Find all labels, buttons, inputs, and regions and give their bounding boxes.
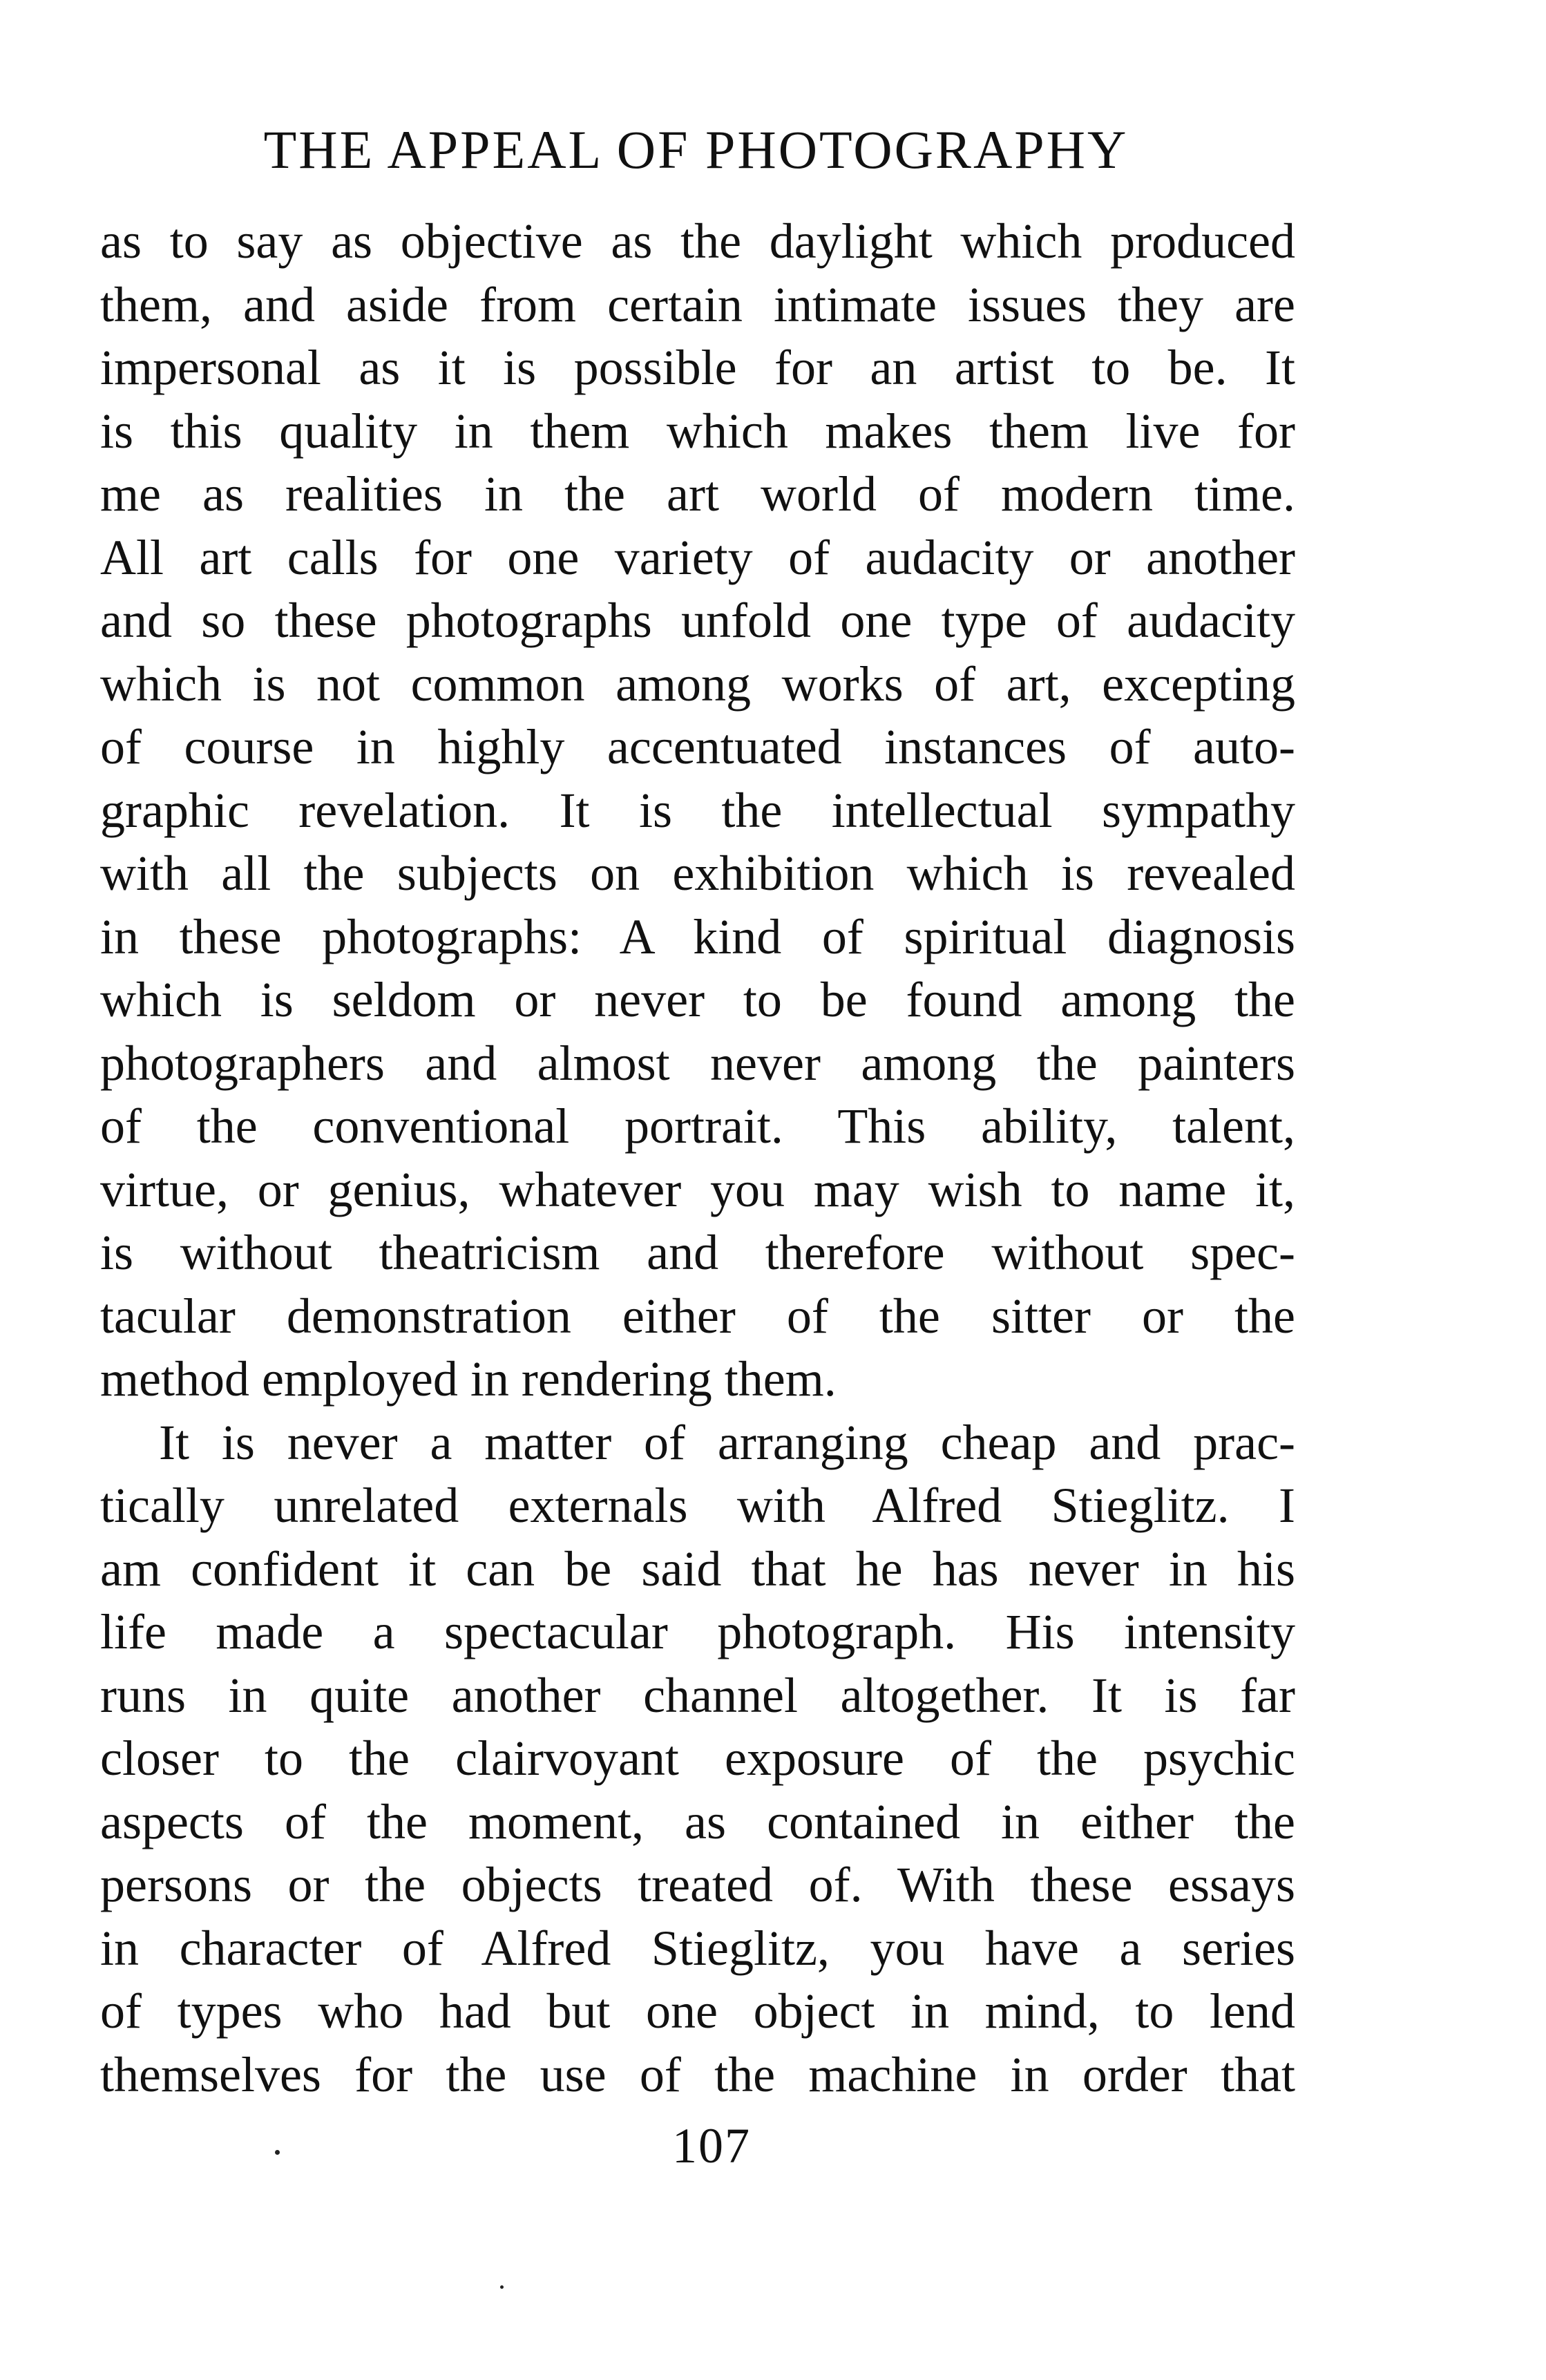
text-line: them, and aside from certain intimate issues they are — [100, 276, 1295, 332]
text-line: is without theatricism and therefore without spec- — [100, 1225, 1295, 1280]
text-line: All art calls for one variety of audacity or another — [100, 529, 1295, 585]
text-line: in these photographs: A kind of spiritual diagnosis — [100, 908, 1295, 964]
text-line: and so these photographs unfold one type of audacity — [100, 593, 1295, 648]
body-text — [100, 210, 1295, 2106]
text-line: persons or the objects treated of. With these essays — [100, 1857, 1295, 1912]
text-line: It is never a matter of arranging cheap and prac- — [159, 1414, 1295, 1470]
text-line: which is not common among works of art, excepting — [100, 656, 1295, 712]
text-line: is this quality in them which makes them live for — [100, 403, 1295, 459]
text-line: method employed in rendering them. — [100, 1351, 837, 1407]
text-line: in character of Alfred Stieglitz, you have a series — [100, 1920, 1295, 1976]
text-line: as to say as objective as the daylight which produced — [100, 213, 1295, 269]
text-line: me as realities in the art world of modern time. — [100, 466, 1295, 522]
running-head: THE APPEAL OF PHOTOGRAPHY — [263, 120, 1129, 180]
text-line: virtue, or genius, whatever you may wish to name it, — [100, 1161, 1295, 1217]
text-line: of the conventional portrait. This ability, talent, — [100, 1098, 1295, 1154]
text-line: with all the subjects on exhibition which is revealed — [100, 846, 1295, 901]
text-line: am confident it can be said that he has never in his — [100, 1541, 1295, 1597]
text-line: life made a spectacular photograph. His intensity — [100, 1604, 1295, 1659]
print-speck — [500, 2285, 504, 2289]
text-line: themselves for the use of the machine in order that — [100, 2046, 1295, 2102]
text-line: impersonal as it is possible for an artist to be. It — [100, 340, 1295, 395]
text-line: graphic revelation. It is the intellectual sympathy — [100, 782, 1295, 838]
text-line: photographers and almost never among the painters — [100, 1035, 1295, 1091]
text-line: aspects of the moment, as contained in either the — [100, 1793, 1295, 1849]
text-line: runs in quite another channel altogether. It is far — [100, 1667, 1295, 1723]
page-number: 107 — [672, 2118, 751, 2173]
text-line: of types who had but one object in mind, to lend — [100, 1983, 1295, 2039]
text-line: tacular demonstration either of the sitter or the — [100, 1288, 1295, 1344]
text-line: closer to the clairvoyant exposure of the psychic — [100, 1731, 1295, 1786]
text-line: tically unrelated externals with Alfred Stieglitz. I — [100, 1478, 1295, 1533]
text-line: which is seldom or never to be found among the — [100, 972, 1295, 1027]
text-line: of course in highly accentuated instances of auto- — [100, 719, 1295, 774]
print-speck — [275, 2150, 280, 2155]
